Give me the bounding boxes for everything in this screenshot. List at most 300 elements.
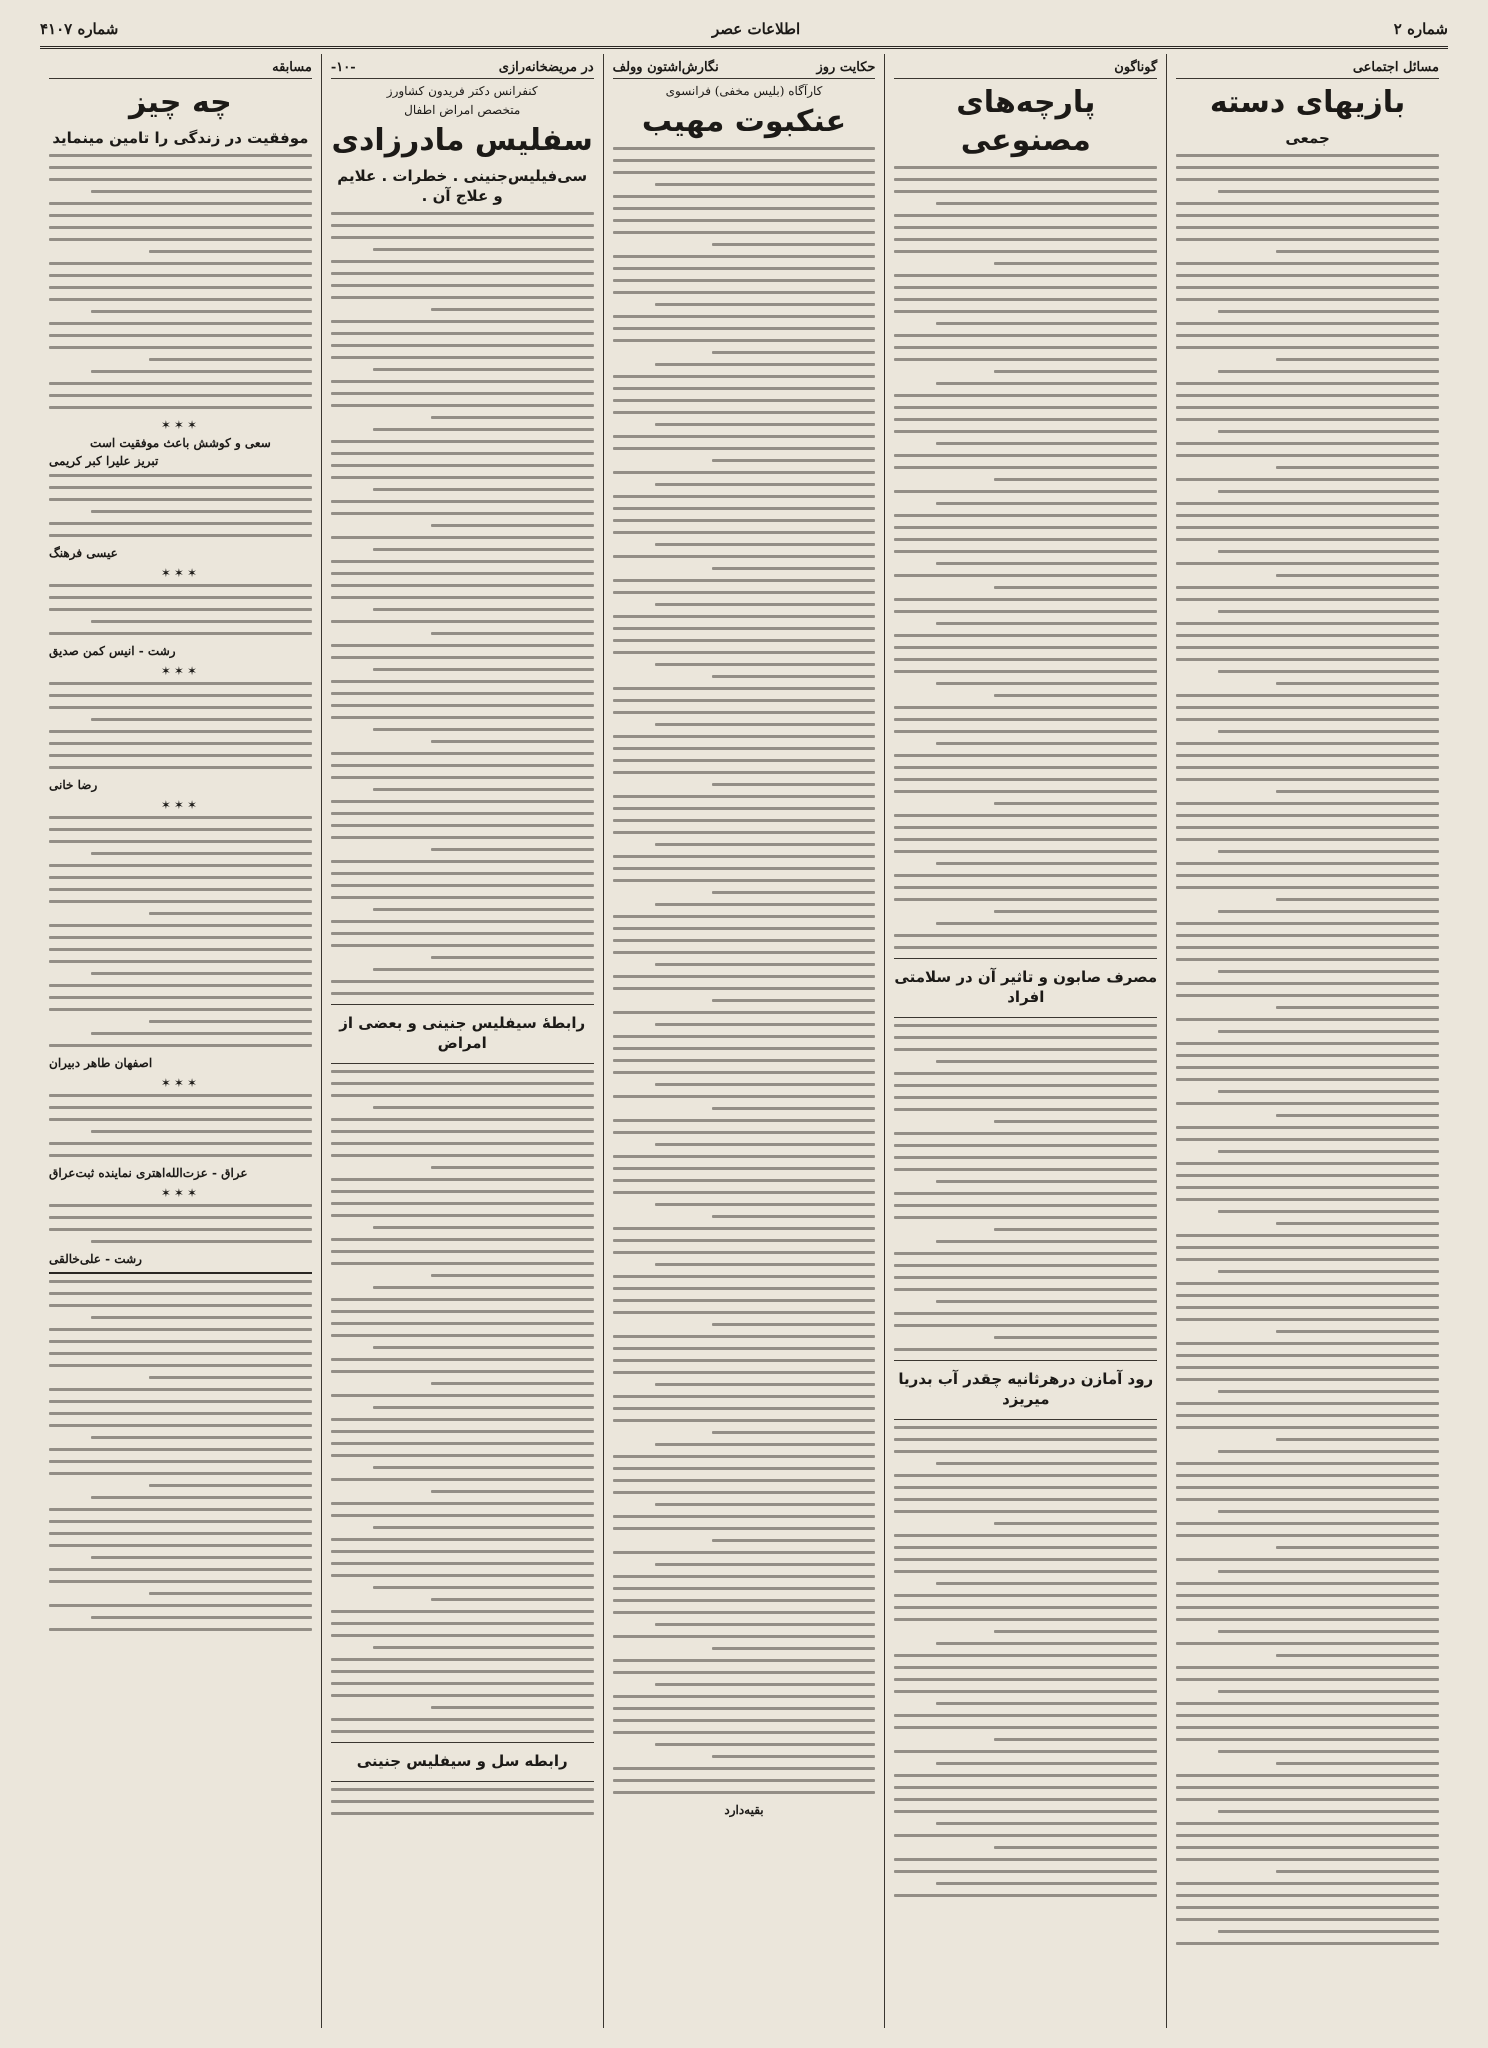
- text-line: [894, 1570, 1157, 1573]
- text-line: [49, 498, 312, 501]
- text-line: [331, 1334, 594, 1337]
- text-line: [894, 718, 1157, 721]
- text-line: [1176, 1054, 1439, 1057]
- text-line: [1176, 778, 1439, 781]
- text-line: [373, 548, 594, 551]
- text-line: [613, 687, 876, 690]
- entry-signature: تبریز علیرا کبر کریمی: [49, 454, 159, 468]
- kicker: حکایت روز نگارش‌اشتون وولف: [613, 60, 876, 79]
- separator: ✶✶✶: [160, 418, 200, 432]
- text-line: [655, 903, 876, 906]
- text-line: [331, 1502, 594, 1505]
- text-line: [331, 992, 594, 995]
- text-line: [49, 960, 312, 963]
- text-line: [331, 1622, 594, 1625]
- text-line: [331, 1070, 594, 1073]
- text-line: [331, 260, 594, 263]
- text-line: [613, 1455, 876, 1458]
- text-line: [894, 250, 1157, 253]
- text-line: [1218, 1450, 1439, 1453]
- text-line: [1176, 1018, 1439, 1021]
- text-line: [894, 1144, 1157, 1147]
- text-line: [49, 1424, 312, 1427]
- text-line: [1176, 586, 1439, 589]
- text-line: [331, 884, 594, 887]
- text-line: [1176, 1606, 1439, 1609]
- text-line: [49, 1460, 312, 1463]
- masthead-title: اطلاعات عصر: [712, 20, 801, 38]
- text-line: [1176, 418, 1439, 421]
- text-line: [1176, 334, 1439, 337]
- text-line: [1176, 274, 1439, 277]
- text-line: [1276, 1330, 1439, 1333]
- byline: کارآگاه (بلیس مخفی) فرانسوی: [665, 84, 823, 98]
- text-line: [994, 1228, 1157, 1231]
- text-line: [613, 1299, 876, 1302]
- text-line: [1176, 1234, 1439, 1237]
- text-line: [431, 1706, 594, 1709]
- text-line: [331, 1800, 594, 1803]
- text-line: [655, 1263, 876, 1266]
- text-line: [613, 1167, 876, 1170]
- text-line: [1176, 202, 1439, 205]
- text-line: [936, 922, 1157, 925]
- text-line: [49, 840, 312, 843]
- text-line: [1176, 226, 1439, 229]
- text-line: [1176, 1618, 1439, 1621]
- text-line: [894, 1312, 1157, 1315]
- text-line: [936, 1882, 1157, 1885]
- text-line: [331, 1788, 594, 1791]
- text-line: [1176, 262, 1439, 265]
- text-line: [894, 1048, 1157, 1051]
- text-line: [1176, 1726, 1439, 1729]
- text-line: [331, 932, 594, 935]
- text-line: [712, 1539, 875, 1542]
- text-line: [49, 996, 312, 999]
- text-line: [49, 984, 312, 987]
- text-line: [613, 1671, 876, 1674]
- text-line: [894, 1774, 1157, 1777]
- text-line: [894, 1870, 1157, 1873]
- text-line: [894, 1072, 1157, 1075]
- text-line: [613, 387, 876, 390]
- text-line: [331, 1610, 594, 1613]
- text-line: [331, 1574, 594, 1577]
- text-line: [613, 1695, 876, 1698]
- separator: ✶✶✶: [160, 1076, 200, 1090]
- text-line: [894, 1894, 1157, 1897]
- text-line: [1176, 1306, 1439, 1309]
- text-line: [49, 1304, 312, 1307]
- text-line: [49, 1520, 312, 1523]
- subhead-soap: مصرف صابون و تاثیر آن در سلامتی افراد: [894, 968, 1158, 1006]
- text-line: [1276, 1222, 1439, 1225]
- text-line: [613, 711, 876, 714]
- text-line: [331, 800, 594, 803]
- text-line: [613, 1011, 876, 1014]
- text-line: [1176, 718, 1439, 721]
- text-line: [331, 404, 594, 407]
- text-line: [894, 934, 1157, 937]
- text-line: [91, 972, 312, 975]
- column-medical: [321, 54, 603, 2028]
- text-line: [49, 924, 312, 927]
- text-line: [331, 596, 594, 599]
- text-line: [613, 795, 876, 798]
- text-line: [331, 656, 594, 659]
- text-line: [894, 706, 1157, 709]
- text-line: [894, 1678, 1157, 1681]
- text-line: [49, 1292, 312, 1295]
- text-line: [894, 1084, 1157, 1087]
- text-line: [894, 850, 1157, 853]
- text-line: [613, 1611, 876, 1614]
- masthead: [40, 12, 1448, 49]
- text-line: [331, 1130, 594, 1133]
- text-line: [331, 440, 594, 443]
- text-line: [613, 1587, 876, 1590]
- text-line: [936, 1180, 1157, 1183]
- text-line: [1176, 154, 1439, 157]
- text-line: [49, 486, 312, 489]
- text-line: [613, 495, 876, 498]
- text-line: [613, 939, 876, 942]
- text-line: [936, 382, 1157, 385]
- text-line: [49, 214, 312, 217]
- text-line: [1176, 1318, 1439, 1321]
- text-line: [613, 1095, 876, 1098]
- text-line: [894, 1108, 1157, 1111]
- text-line: [331, 704, 594, 707]
- text-line: [994, 1630, 1157, 1633]
- text-line: [373, 668, 594, 671]
- text-line: [894, 598, 1157, 601]
- text-line: [1176, 598, 1439, 601]
- text-line: [91, 190, 312, 193]
- text-line: [49, 1044, 312, 1047]
- text-line: [994, 1336, 1157, 1339]
- text-line: [613, 1071, 876, 1074]
- text-line: [613, 1119, 876, 1122]
- text-line: [431, 1490, 594, 1493]
- text-line: [894, 1810, 1157, 1813]
- text-line: [331, 1418, 594, 1421]
- text-line: [1176, 1078, 1439, 1081]
- separator: ✶✶✶: [160, 1186, 200, 1200]
- text-line: [894, 874, 1157, 877]
- text-line: [1176, 1594, 1439, 1597]
- columns: [40, 54, 1448, 2028]
- entry-body: [49, 1094, 312, 1157]
- text-line: [894, 1036, 1157, 1039]
- text-line: [1218, 910, 1439, 913]
- text-line: [613, 735, 876, 738]
- text-line: [894, 214, 1157, 217]
- text-line: [936, 1300, 1157, 1303]
- text-line: [1176, 1162, 1439, 1165]
- text-line: [655, 303, 876, 306]
- text-line: [894, 1324, 1157, 1327]
- text-line: [1176, 1714, 1439, 1717]
- text-line: [613, 327, 876, 330]
- text-line: [894, 406, 1157, 409]
- text-line: [613, 771, 876, 774]
- text-line: [655, 723, 876, 726]
- text-line: [1176, 1042, 1439, 1045]
- text-line: [894, 274, 1157, 277]
- text-line: [331, 512, 594, 515]
- text-line: [49, 706, 312, 709]
- text-line: [1176, 1486, 1439, 1489]
- article-body: [49, 154, 312, 409]
- text-line: [894, 946, 1157, 949]
- headline: بازیهای دسته: [1209, 85, 1406, 120]
- text-line: [331, 1694, 594, 1697]
- text-line: [613, 975, 876, 978]
- text-line: [331, 980, 594, 983]
- text-line: [373, 1106, 594, 1109]
- text-line: [613, 1191, 876, 1194]
- headline: سفلیس مادرزادی: [331, 123, 593, 158]
- text-line: [49, 178, 312, 181]
- text-line: [894, 1024, 1157, 1027]
- text-line: [1218, 1210, 1439, 1213]
- text-line: [1176, 826, 1439, 829]
- text-line: [936, 1822, 1157, 1825]
- text-line: [613, 555, 876, 558]
- text-line: [331, 500, 594, 503]
- text-line: [613, 507, 876, 510]
- text-line: [613, 1767, 876, 1770]
- text-line: [613, 627, 876, 630]
- text-line: [331, 776, 594, 779]
- text-line: [1176, 526, 1439, 529]
- text-line: [655, 363, 876, 366]
- text-line: [1176, 514, 1439, 517]
- text-line: [331, 1202, 594, 1205]
- text-line: [994, 1120, 1157, 1123]
- text-line: [91, 718, 312, 721]
- text-line: [655, 1203, 876, 1206]
- text-line: [49, 682, 312, 685]
- text-line: [1176, 1894, 1439, 1897]
- text-line: [1176, 1846, 1439, 1849]
- text-line: [1218, 1690, 1439, 1693]
- article-body-soap: [894, 1024, 1157, 1351]
- text-line: [331, 464, 594, 467]
- text-line: [1176, 1402, 1439, 1405]
- text-line: [49, 226, 312, 229]
- text-line: [1218, 670, 1439, 673]
- text-line: [49, 1472, 312, 1475]
- text-line: [894, 334, 1157, 337]
- text-line: [613, 1059, 876, 1062]
- text-line: [894, 658, 1157, 661]
- text-line: [431, 308, 594, 311]
- entry-signature: عراق - عزت‌الله‌اهتری نماینده ثبت‌عراق: [49, 1166, 248, 1180]
- text-line: [613, 1707, 876, 1710]
- text-line: [894, 1714, 1157, 1717]
- text-line: [613, 411, 876, 414]
- text-line: [613, 651, 876, 654]
- text-line: [936, 502, 1157, 505]
- text-line: [613, 987, 876, 990]
- text-line: [1218, 730, 1439, 733]
- article-body-tuberculosis: [331, 1788, 594, 1815]
- text-line: [1176, 814, 1439, 817]
- text-line: [1176, 1102, 1439, 1105]
- text-line: [1176, 802, 1439, 805]
- text-line: [431, 1274, 594, 1277]
- text-line: [331, 1154, 594, 1157]
- text-line: [1176, 1918, 1439, 1921]
- text-line: [613, 879, 876, 882]
- text-line: [1218, 1090, 1439, 1093]
- text-line: [936, 1060, 1157, 1063]
- text-line: [613, 1779, 876, 1782]
- text-line: [49, 1352, 312, 1355]
- text-line: [331, 272, 594, 275]
- entry-body: [49, 1204, 312, 1243]
- text-line: [936, 1762, 1157, 1765]
- text-line: [894, 886, 1157, 889]
- text-line: [613, 1275, 876, 1278]
- text-line: [91, 1436, 312, 1439]
- text-line: [613, 579, 876, 582]
- text-line: [331, 1238, 594, 1241]
- text-line: [331, 380, 594, 383]
- text-line: [1176, 1642, 1439, 1645]
- text-line: [1176, 1786, 1439, 1789]
- text-line: [431, 1382, 594, 1385]
- text-line: [49, 1400, 312, 1403]
- text-line: [49, 864, 312, 867]
- text-line: [1176, 1342, 1439, 1345]
- text-line: [613, 399, 876, 402]
- text-line: [49, 1142, 312, 1145]
- text-line: [894, 1252, 1157, 1255]
- text-line: [655, 543, 876, 546]
- text-line: [613, 1371, 876, 1374]
- text-line: [712, 999, 875, 1002]
- text-line: [613, 1311, 876, 1314]
- text-line: [613, 1479, 876, 1482]
- text-line: [331, 1730, 594, 1733]
- text-line: [1176, 1462, 1439, 1465]
- text-line: [1218, 610, 1439, 613]
- text-line: [331, 236, 594, 239]
- text-line: [1176, 946, 1439, 949]
- entry-title: سعی و کوشش باعث موفقیت است: [90, 436, 271, 450]
- text-line: [1176, 178, 1439, 181]
- text-line: [894, 1750, 1157, 1753]
- text-line: [331, 1250, 594, 1253]
- text-line: [91, 1556, 312, 1559]
- text-line: [1218, 1930, 1439, 1933]
- text-line: [894, 178, 1157, 181]
- text-line: [149, 1376, 312, 1379]
- text-line: [1176, 1666, 1439, 1669]
- text-line: [655, 483, 876, 486]
- text-line: [331, 284, 594, 287]
- text-line: [431, 1598, 594, 1601]
- article-body: [1176, 154, 1439, 1945]
- text-line: [1276, 682, 1439, 685]
- article-body: [894, 166, 1157, 949]
- text-line: [613, 159, 876, 162]
- text-line: [331, 860, 594, 863]
- text-line: [49, 632, 312, 635]
- text-line: [1276, 358, 1439, 361]
- text-line: [1176, 1366, 1439, 1369]
- text-line: [331, 620, 594, 623]
- text-line: [994, 262, 1157, 265]
- text-line: [373, 728, 594, 731]
- text-line: [994, 910, 1157, 913]
- text-line: [49, 1106, 312, 1109]
- text-line: [712, 1215, 875, 1218]
- text-line: [655, 1743, 876, 1746]
- text-line: [331, 1514, 594, 1517]
- text-line: [331, 344, 594, 347]
- text-line: [613, 147, 876, 150]
- text-line: [894, 1510, 1157, 1513]
- text-line: [1176, 442, 1439, 445]
- text-line: [49, 1508, 312, 1511]
- text-line: [894, 1798, 1157, 1801]
- text-line: [1276, 1006, 1439, 1009]
- text-line: [894, 550, 1157, 553]
- text-line: [1176, 478, 1439, 481]
- text-line: [331, 1430, 594, 1433]
- text-line: [894, 754, 1157, 757]
- text-line: [1176, 622, 1439, 625]
- kicker: در مریضخانه‌رازی -۱۰-: [331, 60, 594, 79]
- text-line: [712, 1647, 875, 1650]
- text-line: [894, 538, 1157, 541]
- text-line: [894, 1096, 1157, 1099]
- text-line: [894, 1132, 1157, 1135]
- text-line: [936, 1702, 1157, 1705]
- text-line: [613, 1035, 876, 1038]
- text-line: [712, 1431, 875, 1434]
- text-line: [894, 1546, 1157, 1549]
- text-line: [613, 1359, 876, 1362]
- text-line: [1176, 538, 1439, 541]
- text-line: [894, 310, 1157, 313]
- text-line: [49, 154, 312, 157]
- text-line: [613, 1239, 876, 1242]
- text-line: [613, 951, 876, 954]
- text-line: [373, 1286, 594, 1289]
- text-line: [49, 1568, 312, 1571]
- text-line: [1176, 886, 1439, 889]
- text-line: [1218, 490, 1439, 493]
- text-line: [49, 1412, 312, 1415]
- text-line: [49, 1216, 312, 1219]
- text-line: [655, 423, 876, 426]
- text-line: [49, 1604, 312, 1607]
- text-line: [894, 1204, 1157, 1207]
- text-line: [331, 1682, 594, 1685]
- text-line: [655, 1563, 876, 1566]
- text-line: [331, 692, 594, 695]
- entry-signature: اصفهان طاهر دبیران: [49, 1056, 153, 1070]
- text-line: [331, 1812, 594, 1815]
- text-line: [49, 166, 312, 169]
- text-line: [149, 1484, 312, 1487]
